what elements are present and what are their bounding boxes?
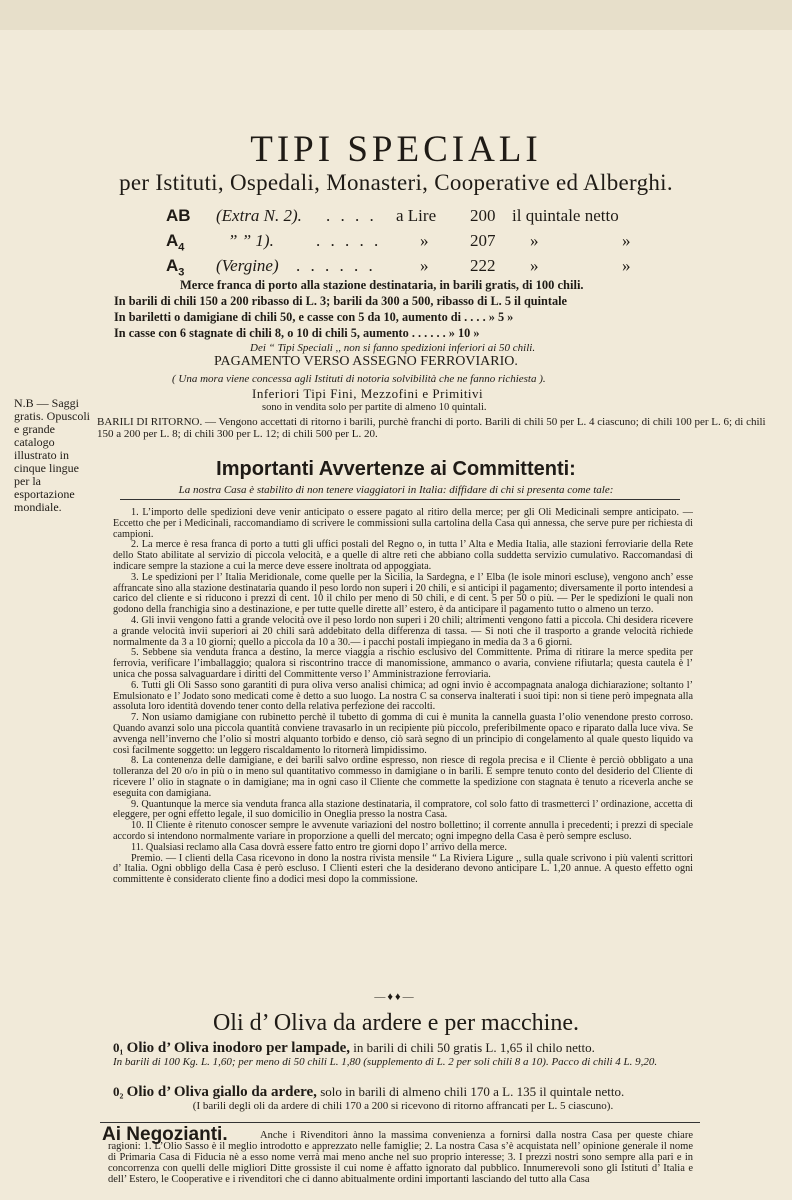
page-top-edge bbox=[0, 0, 792, 30]
condition-line: In barili di chili 150 a 200 ribasso di L. 3; barili da 300 a 500, ribasso di L. 5 il quintale bbox=[114, 294, 568, 308]
oli-price: solo in barili di almeno chili 170 a L. 135 il quintale netto. bbox=[320, 1084, 625, 1099]
price-desc: (Vergine) bbox=[216, 256, 279, 275]
paragraph: 8. La contenenza delle damigiane, e dei barili salvo ordine espresso, non riesce di regola precisa e il Cliente è perciò obbligato a una tolleranza del 20 o/o in più o in meno sul quantitativo commesso in damigiane o in barili. E sempre tenuto conto del desiderio del Cliente di ricevere l’ olio in stagnate o in damigiane; ma in ogni caso il Cliente che commette la spedizione con stagnata è tenuto a riceverla anche se eseguita con damigiana. bbox=[113, 755, 693, 799]
negozianti-body: Anche i Rivenditori ànno la massima convenienza a fornirsi dalla nostra Casa per queste chiare ragioni: 1. L’Olio Sasso è il meglio introdotto e apprezzato nelle famiglie; 2. La nostra Casa s’è acquistata nell’ opinione generale il nome di Primaria Casa di Fiducia nè a esso nome verrà mai meno anche nel suo proprio interesse; 3. I prezzi nostri sono sempre alla pari e in concorrenza con quelli delle migliori Ditte grossiste il cui nome è affatto ignorato dal pubblico. Innumerevoli sono gli Istituti d’ Italia e dell’ Estero, le Cooperative e i rivenditori che ci danno abitualmente ordini importanti lasciando del tutto alla Casa bbox=[108, 1130, 693, 1185]
price-amount: 200 bbox=[470, 206, 496, 225]
paragraph: 9. Quantunque la merce sia venduta franca alla stazione destinataria, il compratore, col solo fatto di trasmetterci l’ ordinazione, accetta di eleggere, per ogni effetto legale, il suo domicilio in Oneglia presso la nostra Casa. bbox=[113, 798, 693, 821]
price-unit: il quintale netto bbox=[512, 206, 619, 225]
price-ditto: » bbox=[622, 231, 631, 250]
oli-name: Olio d’ Oliva inodoro per lampade, bbox=[126, 1040, 351, 1056]
page-subtitle: per Istituti, Ospedali, Monasteri, Cooperative ed Alberghi. bbox=[119, 170, 673, 195]
price-dots: . . . . bbox=[326, 206, 377, 225]
oli-item-1 bbox=[113, 1040, 693, 1057]
oli-code: 0₁ bbox=[113, 1040, 124, 1055]
paragraph: 4. Gli invii vengono fatti a grande velocità ove il peso lordo non superi i 20 chili; altrimenti vengono fatti a piccola. Chi desidera ricevere a grande velocità invii superiori ai 20 chili sarà addebitato della differenza di tassa. — Si noti che il trasporto a grande velocità richiede normalmente da 3 a 10 giorni; quello a piccola da 10 a 30.— i pacchi postali impiegano in media da 3 a 6 giorni. bbox=[113, 614, 693, 648]
price-lire: » bbox=[420, 256, 429, 275]
oli-note: In barili di 100 Kg. L. 1,60; per meno di 50 chili L. 1,80 (supplemento di L. 2 per soli chili 8 a 10). Pacco di chili 4 L. 9,20. bbox=[113, 1056, 658, 1068]
inferiori-heading: Inferiori Tipi Fini, Mezzofini e Primitivi bbox=[252, 386, 484, 401]
price-desc: (Extra N. 2). bbox=[216, 206, 302, 225]
paragraph: 7. Non usiamo damigiane con rubinetto perchè il tubetto di gomma di cui è munita la cannella guasta l’olio venendone presto corroso. Quando avanzi solo una piccola quantità conviene travasarlo in un recipiente più piccolo, preferibilmente opaco e riparato dalla luce viva. Se avvenga nell’inverno che l’olio si mostri alquanto torbido e denso, ciò sarà segno di un principio di congelamento al quale questo liquido va così facilmente soggetto: un leggero riscaldamento lo ritornerà limpidissimo. bbox=[113, 712, 693, 756]
oli-item-2 bbox=[113, 1084, 693, 1101]
mora-note: ( Una mora viene concessa agli Istituti di notoria solvibilità che ne fanno richiesta ). bbox=[172, 373, 546, 385]
paragraph: 5. Sebbene sia venduta franca a destino, la merce viaggia a rischio esclusivo del Committente. Prima di ritirare la merce spedita per ferrovia, verificare l’imballaggio; qualora si riscontrino tracce di manomissione, ammanco o avaria, conviene rifiutarla; questa cautela è l’ unica che possa salvaguardare i diritti del Committente verso l’ Amministrazione ferroviaria. bbox=[113, 647, 693, 680]
price-desc: ” ” 1). bbox=[228, 231, 274, 250]
price-dots: . . . . . . bbox=[296, 256, 376, 275]
condition-line: In bariletti o damigiane di chili 50, e casse con 5 da 10, aumento di . . . . » 5 » bbox=[114, 310, 514, 324]
price-unit: » bbox=[530, 231, 539, 250]
price-code: $A_4$ bbox=[166, 231, 185, 254]
condition-line: Merce franca di porto alla stazione destinataria, in barili gratis, di 100 chili. bbox=[180, 278, 584, 292]
oli-code: 0₂ bbox=[113, 1084, 124, 1099]
pagamento-heading: PAGAMENTO VERSO ASSEGNO FERROVIARIO. bbox=[214, 354, 518, 369]
paragraph: 1. L’importo delle spedizioni deve venir anticipato o essere pagato al ritiro della merce; per gli Oli Medicinali sempre anticipato. — Eccetto che per i Medicinali, raccomandiamo di scrivere le commissioni sulla cartolina della Casa qui annessa, che serve pure per richiesta di campioni. bbox=[113, 507, 693, 540]
divider bbox=[100, 1122, 700, 1123]
paragraph: Premio. — I clienti della Casa ricevono in dono la nostra rivista mensile “ La Riviera Ligure ,, sulla quale scrivono i più valenti scrittori d’ Italia. Ogni obbligo della Casa è però escluso. I Clienti esteri che la desiderano devono anticipare L. 1,20 annue. A questo effetto ogni committente è considerato cliente fino a dodici mesi dopo la commissione. bbox=[113, 852, 693, 886]
oli-heading: Oli d’ Oliva da ardere e per macchine. bbox=[212, 1010, 580, 1036]
price-code: $A_3$ bbox=[166, 256, 185, 279]
avvertenze-subheading: La nostra Casa è stabilito di non tenere viaggiatori in Italia: diffidare di chi si presenta come tale: bbox=[178, 484, 614, 496]
price-dots: . . . . . bbox=[316, 231, 382, 250]
price-lire: » bbox=[420, 231, 429, 250]
avvertenze-body bbox=[113, 508, 693, 886]
paragraph: 3. Le spedizioni per l’ Italia Meridionale, come quelle per la Sicilia, la Sardegna, e l’ Elba (le isole minori escluse), vengono anch’ esse affrancate sino alla stazione destinataria quando il peso lordo non superi i 20 chili, e si anticipi il pagamento; diversamente il porto intendesi a carico del cliente e si riducono i prezzi di cent. 10 il chilo per meno di 50 chili, e di cent. 5 per 50 o più. — Per le spedizioni le quali non godono della franchigia sino a destinazione, e per tutte quelle dirette all’ estero, è da anticipare il pagamento tutto o almeno un terzo. bbox=[113, 571, 693, 616]
divider bbox=[120, 499, 680, 500]
negozianti-heading: Ai Negozianti. bbox=[102, 1124, 228, 1145]
price-amount: 222 bbox=[470, 256, 496, 275]
sidebar-note: N.B — Saggi gratis. Opuscoli e grande catalogo illustrato in cinque lingue per la esportazione mondiale. bbox=[14, 396, 90, 514]
price-lire: a Lire bbox=[396, 206, 437, 225]
paragraph: 11. Qualsiasi reclamo alla Casa dovrà essere fatto entro tre giorni dopo l’ arrivo della merce. bbox=[131, 841, 507, 853]
oli-note: (I barili degli oli da ardere di chili 170 a 200 si ricevono di ritorno affrancati per L. 5 ciascuno). bbox=[192, 1100, 614, 1112]
condition-line: In casse con 6 stagnate di chili 8, o 10 di chili 5, aumento . . . . . . » 10 » bbox=[114, 326, 480, 340]
inferiori-note: sono in vendita solo per partite di almeno 10 quintali. bbox=[262, 402, 487, 413]
speciali-note: Dei “ Tipi Speciali ,, non si fanno spedizioni inferiori ai 50 chili. bbox=[250, 342, 536, 354]
price-ditto: » bbox=[622, 256, 631, 275]
paragraph: 6. Tutti gli Oli Sasso sono garantiti di pura oliva verso analisi chimica; ad ogni invio è accompagnata analoga dichiarazione; soltanto l’ Emulsionato e l’ Jodato sono medicati come è detto a suo luogo. La nostra C sa conserva inalterati i suoi tipi: non si tiene però impegnata alla assoluta loro identità dovendo tener conto della relativa perfezione dei raccolti. bbox=[113, 679, 693, 713]
avvertenze-heading: Importanti Avvertenze ai Committenti: bbox=[216, 458, 576, 480]
barili-ritorno: BARILI DI RITORNO. — Vengono accettati di ritorno i barili, purchè franchi di porto. Barili di chili 50 per L. 4 ciascuno; di chili 100 per L. 6; di chili 150 a 200 per L. 8; di chili 300 per L. 12; di chili 500 per L. 20. bbox=[97, 416, 766, 440]
price-code: AB bbox=[166, 206, 191, 225]
price-amount: 207 bbox=[470, 231, 496, 250]
oli-price: in barili di chili 50 gratis L. 1,65 il chilo netto. bbox=[353, 1040, 595, 1055]
paragraph: 2. La merce è resa franca di porto a tutti gli uffici postali del Regno o, in tutta l’ Alta e Media Italia, alle stazioni ferroviarie della Rete dello Stato abilitate al servizio di piccola velocità, e a quelle di altre reti che abbiano colla suddetta servizio cumulativo. Raccomandasi di indicare sempre la stazione a cui la merce deve essere inoltrata od appoggiata. bbox=[113, 539, 693, 572]
paragraph: 10. Il Cliente è ritenuto conoscer sempre le avvenute variazioni del nostro bollettino; il corrente annulla i precedenti; i prezzi di speciale accordo si intendono normalmente variare in proporzione a quelli del mercato; ogni impegno della Casa è però sempre escluso. bbox=[113, 820, 693, 842]
price-unit: » bbox=[530, 256, 539, 275]
page-title: TIPI SPECIALI bbox=[250, 129, 542, 170]
oli-name: Olio d’ Oliva giallo da ardere, bbox=[126, 1084, 317, 1100]
ornament-divider: —♦♦— bbox=[374, 991, 416, 1003]
